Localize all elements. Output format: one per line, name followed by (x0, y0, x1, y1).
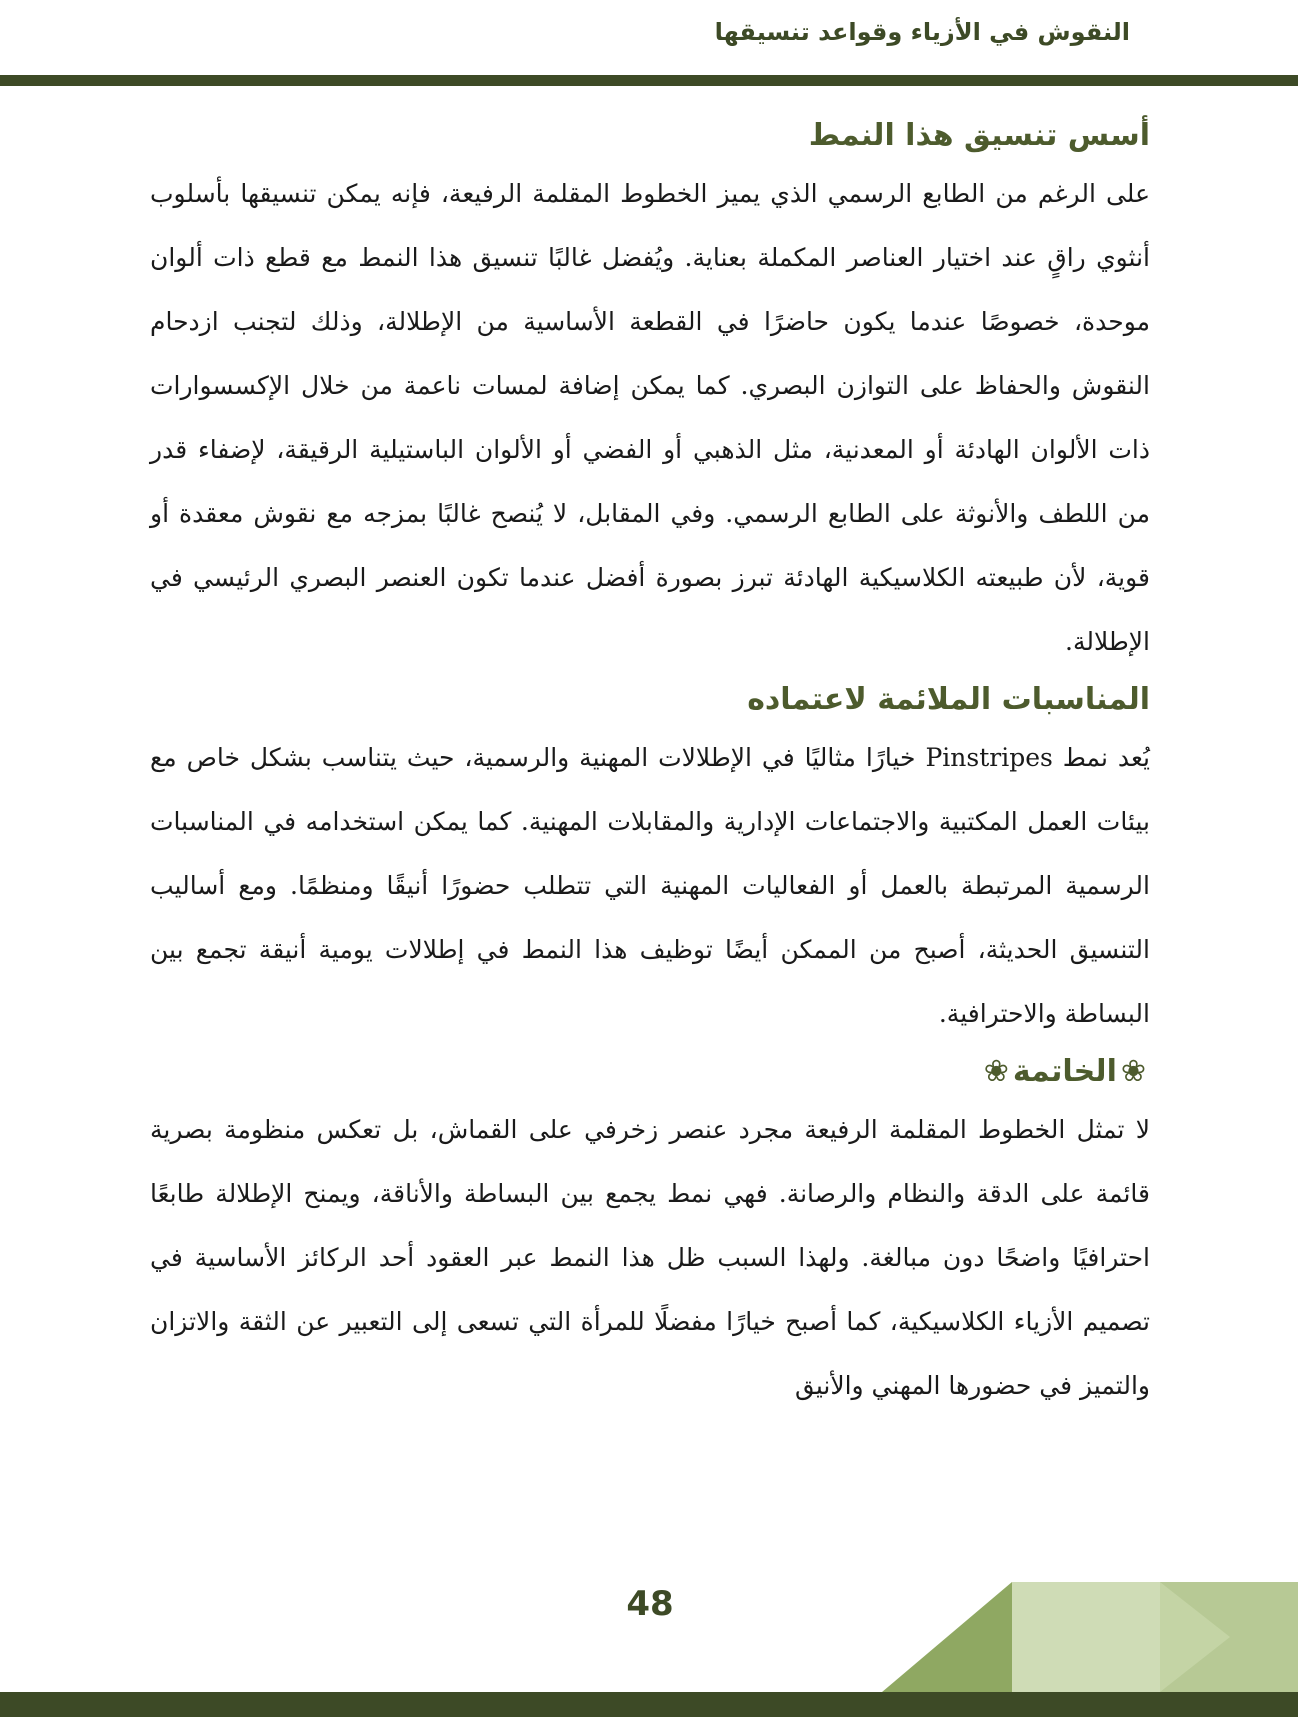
corner-panel-light (1012, 1582, 1298, 1692)
flower-icon: ❀ (983, 1054, 1009, 1089)
section-heading-occasions: المناسبات الملائمة لاعتماده (747, 682, 1150, 717)
corner-arrow-shape (1160, 1582, 1230, 1692)
section-heading-foundations: أسس تنسيق هذا النمط (808, 118, 1150, 153)
running-header-title: النقوش في الأزياء وقواعد تنسيقها (714, 18, 1130, 46)
corner-triangle-mid (1160, 1582, 1298, 1692)
conclusion-heading-text: الخاتمة (1012, 1054, 1117, 1089)
page-number: 48 (626, 1584, 674, 1624)
header-rule (0, 75, 1298, 86)
corner-triangle-large (882, 1582, 1298, 1692)
section-paragraph-occasions: يُعد نمط Pinstripes خيارًا مثاليًا في الإطلالات المهنية والرسمية، حيث يتناسب بشكل خاص مع بيئات العمل المكتبية والاجتماعات الإدارية والمقابلات المهنية. كما يمكن استخدامه في المناسبات الرسمية المرتبطة بالعمل أو الفعاليات المهنية التي تتطلب حضورًا أنيقًا ومنظمًا. ومع أساليب التنسيق الحديثة، أصبح من الممكن أيضًا توظيف هذا النمط في إطلالات يومية أنيقة تجمع بين البساطة والاحترافية. (150, 743, 1150, 1028)
section-heading-conclusion (150, 1048, 1150, 1096)
flower-icon: ❀ (1120, 1054, 1146, 1089)
footer-bar (0, 1692, 1298, 1717)
section-paragraph-foundations: على الرغم من الطابع الرسمي الذي يميز الخطوط المقلمة الرفيعة، فإنه يمكن تنسيقها بأسلوب أنثوي راقٍ عند اختيار العناصر المكملة بعناية. ويُفضل غالبًا تنسيق هذا النمط مع قطع ذات ألوان موحدة، خصوصًا عندما يكون حاضرًا في القطعة الأساسية من الإطلالة، وذلك لتجنب ازدحام النقوش والحفاظ على التوازن البصري. كما يمكن إضافة لمسات ناعمة من خلال الإكسسوارات ذات الألوان الهادئة أو المعدنية، مثل الذهبي أو الفضي أو الألوان الباستيلية الرقيقة، لإضفاء قدر من اللطف والأنوثة على الطابع الرسمي. وفي المقابل، لا يُنصح غالبًا بمزجه مع نقوش معقدة أو قوية، لأن طبيعته الكلاسيكية الهادئة تبرز بصورة أفضل عندما تكون العنصر البصري الرئيسي في الإطلالة. (150, 179, 1150, 656)
section-paragraph-conclusion: لا تمثل الخطوط المقلمة الرفيعة مجرد عنصر زخرفي على القماش، بل تعكس منظومة بصرية قائمة على الدقة والنظام والرصانة. فهي نمط يجمع بين البساطة والأناقة، ويمنح الإطلالة طابعًا احترافيًا واضحًا دون مبالغة. ولهذا السبب ظل هذا النمط عبر العقود أحد الركائز الأساسية في تصميم الأزياء الكلاسيكية، كما أصبح خيارًا مفضلًا للمرأة التي تسعى إلى التعبير عن الثقة والاتزان والتميز في حضورها المهني والأنيق (150, 1115, 1150, 1400)
page-content (150, 112, 1150, 1420)
